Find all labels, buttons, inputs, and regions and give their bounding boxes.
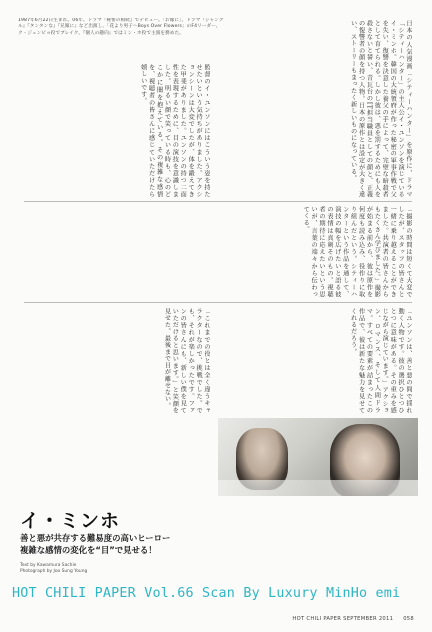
lead-line-1: 善と悪が共存する難易度の高いヒーロー [20, 533, 171, 543]
scan-watermark: HOT CHILI PAPER Vol.66 Scan By Luxury MinHo emi [12, 586, 401, 601]
article-column-lower-left: 「これまでの役とは全く違うキャラクターなので、挑戦でした。でも、それが楽しかったです。ファンの皆さんにも、新しい僕を見ていただけると思います。」と笑顔を見せた。最後まで目が離せない。 [163, 308, 210, 414]
photo-credit: Photograph by Joo Sung Young [20, 569, 88, 574]
lead-line-2: 複雑な感情の変化を“目”で見せる！ [20, 545, 157, 555]
profile-bio: 1987年6月22日生まれ。06年、ドラマ『秘密の相続』でデビュー。「お嫁に」、ドラマ『ジャングル』『タンタンな』『兄嫁に』など出演し、「花より男子〜Boys Over Flowers」のF4リーダー、ク・ジュンピョ役でブレイク。『個人の趣向』ではミン・ホ役で主演を務めた。 [18, 18, 224, 36]
feature-lead [20, 532, 260, 556]
photo-highlight [218, 480, 418, 496]
text-credit: Text by Kawamura Sachie [20, 563, 77, 568]
article-column-top-right: 日本の人気漫画「シティーハンター」を原作に、ドラマ「シティーハンター」の主人公イ・ユンソンを演じているイ・ミンホ。韓国の大統領府が作った秘密の軍事作戦で父を失い、復讐を決意した養父の手によって、完璧な暗殺者として育てられる。しかし彼は、悪を罰するためにも人を殺さないと誓い、青瓦台のIT担当職員としての顔と、正義の復讐者の顔を持つ人物。日本の原作とは設定が大きく違い、ストーリーもまったく新しいものになっている。 [349, 20, 412, 198]
page-footer [292, 616, 414, 622]
article-column-middle: 「撮影の時間は短くて大変でしたが、スタッフの皆さんと一緒に乗り越えることができました。共演者の皆さんからもたくさん学びました。」撮影が始まる前から、彼は原作を何度も読み込み、役作りに取り組んだという。シティーハンターという作品を通して、演技の幅を広げたいと語る彼の表情は真剣そのもの。視聴者の期待に応えたいという思いが、言葉の端々から伝わってくる。 [302, 206, 412, 298]
column-divider [24, 201, 412, 202]
credits [20, 563, 220, 575]
article-column-top-left: 監督のイ・ユンソンにはこういう姿を持たせたいという気持ちがありました。アクションシーンは大変でしたが、体を鍛えてきた甲斐がありました。ユンソンの持つ二面性を表現するために、目の演技を意識しました。明るい顔で笑っている時も、心のどこかに闇を抱えている。その複雑な感情を、視聴者の皆さんに感じていただけたら嬉しいです。 [139, 64, 210, 198]
feature-title: イ・ミンホ [20, 510, 121, 532]
portrait-photo [218, 418, 418, 496]
article-column-lower-right: 「ユンソンは、善と悪の間で揺れ動く人物です。彼の選択ひとつひとつに意味がある。その重みを感じながら演じています。」アクション、ロマンス、そして人間ドラマ。すべての要素が詰まったこの作品で、彼は新たな魅力を見せてくれるだろう。 [349, 308, 412, 414]
footer-magazine: HOT CHILI PAPER SEPTEMBER 2011 [292, 616, 394, 622]
page-number: 058 [403, 616, 414, 622]
column-divider [24, 302, 412, 303]
